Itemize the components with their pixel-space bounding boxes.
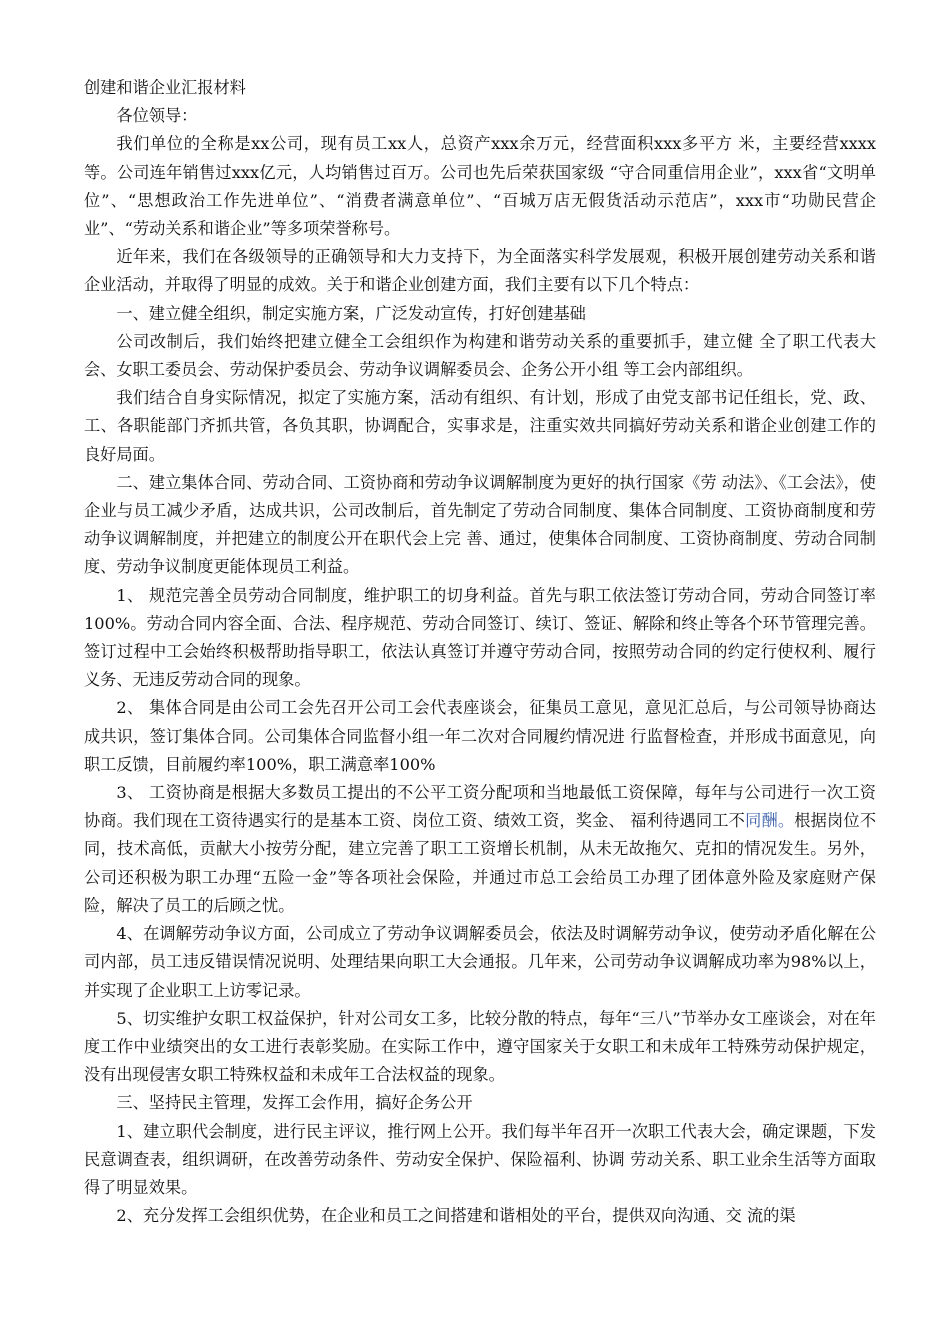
paragraph-item-3 — [84, 779, 876, 920]
paragraph-item-1: 1、 规范完善全员劳动合同制度，维护职工的切身利益。首先与职工依法签订劳动合同，劳动合同签订率 100%。劳动合同内容全面、合法、程序规范、劳动合同签订、续订、签证、解除和终止等各个环节管理完善。签订过程中工会始终积极帮助指导职工，依法认真签订并遵守劳动合同，按照劳动合同的约定行使权利、履行义务、无违反劳动合同的现象。 — [84, 585, 876, 690]
section-heading-3: 三、坚持民主管理，发挥工会作用，搞好企务公开 — [116, 1093, 473, 1113]
paragraph-item-3-part-a: 3、 工资协商是根据大多数员工提出的不公平工资分配项和当地最低工资保障，每年与公司进行一次工资协商。我们现在工资待遇实行的是基本工资、岗位工资、绩效工资，奖金、 福利待遇同工不 — [84, 783, 876, 831]
paragraph-item-2: 2、 集体合同是由公司工会先召开公司工会代表座谈会，征集员工意见，意见汇总后，与公司领导协商达成共识，签订集体合同。公司集体合同监督小组一年二次对合同履约情况进 行监督检查，并形成书面意见，向职工反馈，目前履约率100%，职工满意率100% — [84, 698, 876, 774]
section-heading-1: 一、建立健全组织，制定实施方案，广泛发动宣传，打好创建基础 — [116, 303, 586, 323]
document-title: 创建和谐企业汇报材料 — [84, 78, 246, 97]
paragraph-item-4: 4、在调解劳动争议方面，公司成立了劳动争议调解委员会，依法及时调解劳动争议，使劳动矛盾化解在公司内部，员工违反错误情况说明、处理结果向职工大会通报。几年来，公司劳动争议调解成功率为98%以上，并实现了企业职工上访零记录。 — [84, 924, 876, 1000]
paragraph-intro: 我们单位的全称是xx公司，现有员工xx人，总资产xxx余万元，经营面积xxx多平方 米，主要经营xxxx等。公司连年销售过xxx亿元，人均销售过百万。公司也先后荣获国家级 “守合同重信用企业”，xxx省“文明单位”、“思想政治工作先进单位”、“消费者满意单位”、“百城万店无假货活动示范店”，xxx市“功勋民营企业”、“劳动关系和谐企业”等多项荣誉称号。 — [84, 134, 876, 239]
highlighted-text: 同酬。 — [745, 811, 795, 831]
paragraph-section3-item-2: 2、充分发挥工会组织优势，在企业和员工之间搭建和谐相处的平台，提供双向沟通、交 流的渠 — [116, 1206, 796, 1226]
paragraph-organization: 公司改制后，我们始终把建立健全工会组织作为构建和谐劳动关系的重要抓手，建立健 全了职工代表大会、女职工委员会、劳动保护委员会、劳动争议调解委员会、企务公开小组 等工会内部组织。 — [84, 331, 876, 380]
document-page — [84, 74, 876, 1230]
salutation: 各位领导： — [116, 106, 198, 126]
paragraph-overview: 近年来，我们在各级领导的正确领导和大力支持下，为全面落实科学发展观，积极开展创建劳动关系和谐企业活动，并取得了明显的成效。关于和谐企业创建方面，我们主要有以下几个特点： — [84, 247, 876, 295]
section-heading-2-paragraph: 二、建立集体合同、劳动合同、工资协商和劳动争议调解制度为更好的执行国家《劳 动法》、《工会法》，使企业与员工减少矛盾，达成共识，公司改制后，首先制定了劳动合同制度、集体合同制度、工资协商制度和劳动争议调解制度，并把建立的制度公开在职代会上完 善、通过，使集体合同制度、工资协商制度、劳动合同制度、劳动争议制度更能体现员工利益。 — [84, 472, 876, 577]
paragraph-item-3-part-b: 根据岗位不同，技术高低，贡献大小按劳分配，建立完善了职工工资增长机制，从未无故拖欠、克扣的情况发生。另外，公司还积极为职工办理“五险一金”等各项社会保险，并通过市总工会给员工办理了团体意外险及家庭财产保险，解决了员工的后顾之忧。 — [84, 811, 877, 915]
paragraph-item-5: 5、切实维护女职工权益保护，针对公司女工多，比较分散的特点，每年“三八”节举办女工座谈会，对在年度工作中业绩突出的女工进行表彰奖励。在实际工作中，遵守国家关于女职工和未成年工特殊劳动保护规定，没有出现侵害女职工特殊权益和未成年工合法权益的现象。 — [84, 1008, 876, 1085]
paragraph-plan: 我们结合自身实际情况，拟定了实施方案，活动有组织、有计划，形成了由党支部书记任组长，党、政、工、各职能部门齐抓共管，各负其职，协调配合，实事求是，注重实效共同搞好劳动关系和谐企业创建工作的良好局面。 — [84, 388, 876, 464]
paragraph-section3-item-1: 1、建立职代会制度，进行民主评议，推行网上公开。我们每半年召开一次职工代表大会，确定课题，下发民意调查表，组织调研，在改善劳动条件、劳动安全保护、保险福利、协调 劳动关系、职工业余生活等方面取得了明显效果。 — [84, 1121, 876, 1197]
